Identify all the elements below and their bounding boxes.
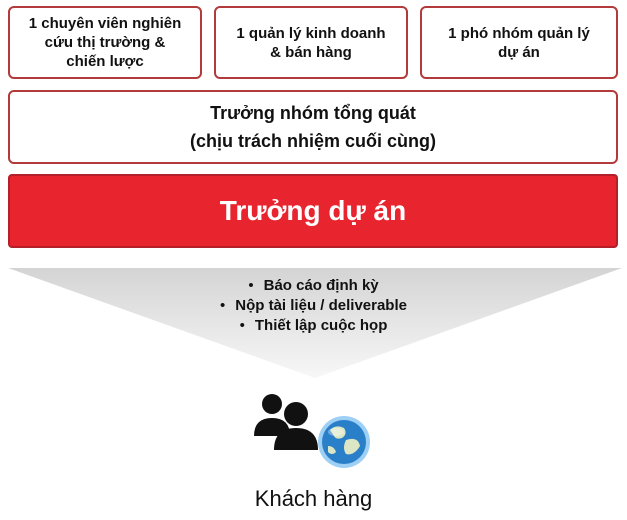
role-label: 1 phó nhóm quản lý dự án [448,24,590,61]
deliverables-list [0,276,627,336]
bullet-icon: • [239,317,245,334]
globe-icon [318,416,370,468]
list-item: • Nộp tài liệu / deliverable [220,297,407,314]
role-box-sales-manager [214,6,408,79]
customer-icon-group [250,384,380,474]
bullet-icon: • [248,277,254,294]
project-manager-box [8,174,618,248]
role-box-market-research [8,6,202,79]
project-manager-label: Trưởng dự án [219,195,407,226]
general-lead-box [8,90,618,164]
role-label: 1 quản lý kinh doanh & bán hàng [236,24,386,61]
role-label: 1 chuyên viên nghiên cứu thị trường & chiến lược [28,15,182,70]
list-item: • Báo cáo định kỳ [248,277,379,294]
customer-label: Khách hàng [254,486,373,511]
bullet-icon: • [220,297,226,314]
role-box-deputy-pm [420,6,618,79]
people-icon [254,394,318,450]
list-item: • Thiết lập cuộc họp [239,317,388,334]
general-lead-label: Trưởng nhóm tổng quát (chịu trách nhiệm cuối cùng) [189,103,436,151]
